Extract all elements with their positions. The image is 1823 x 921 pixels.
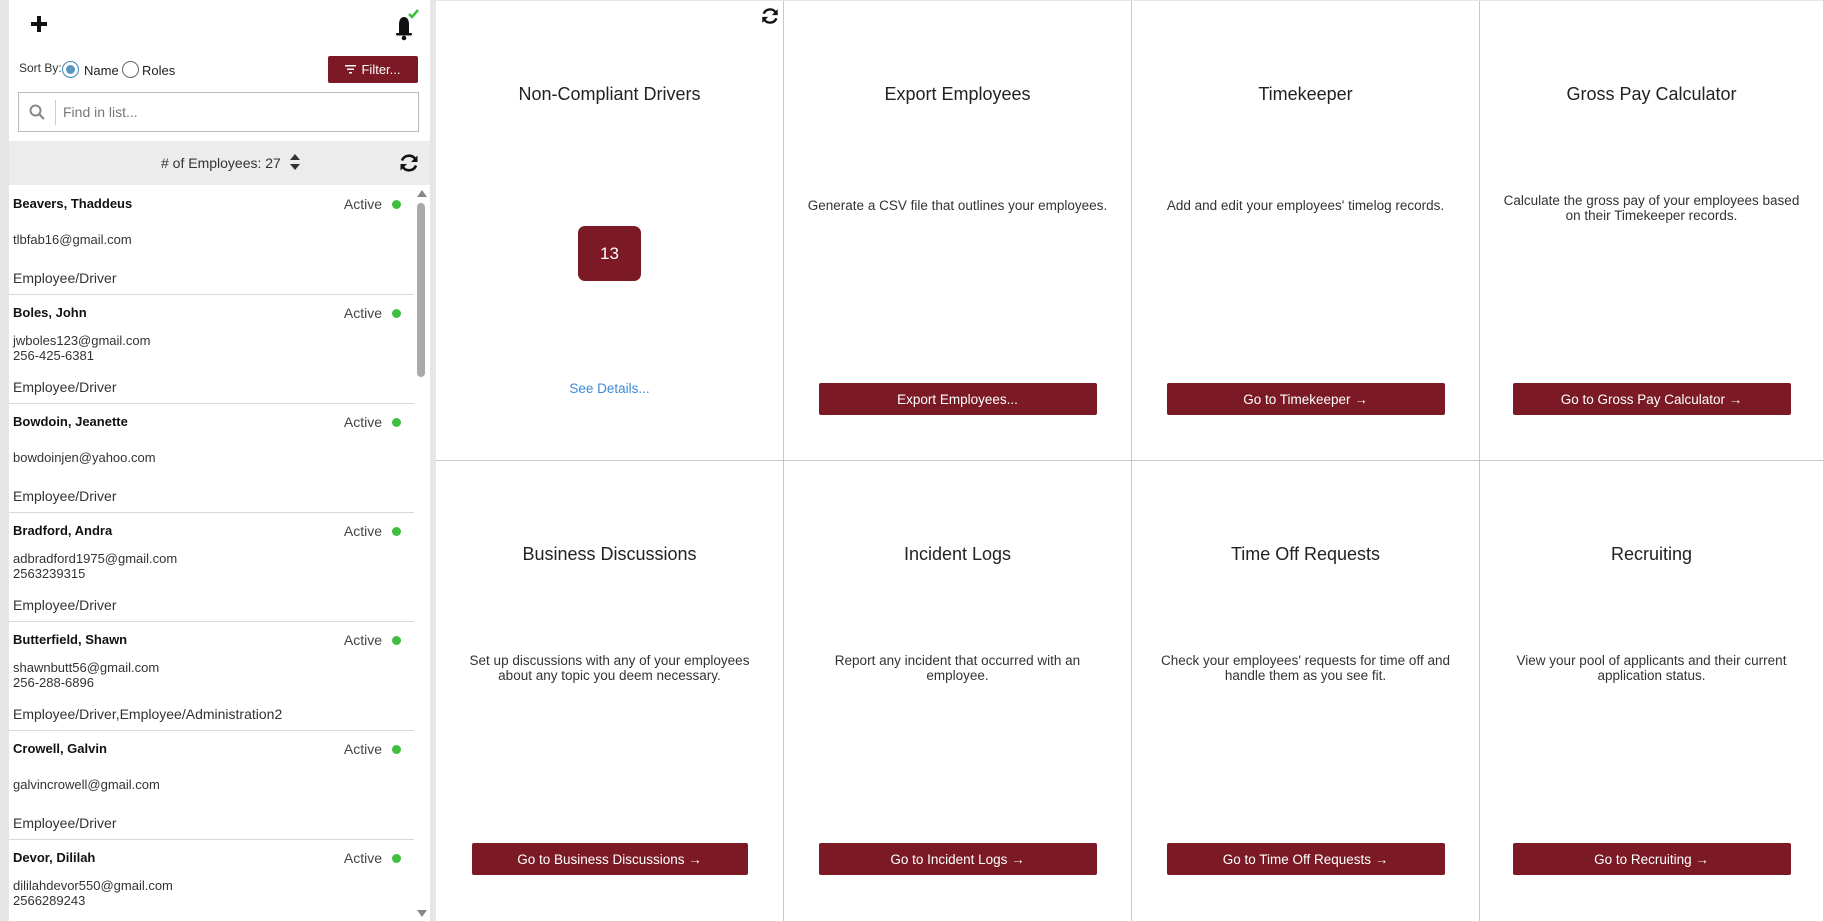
- employee-role: Employee/Driver: [13, 597, 117, 613]
- employee-name: Bradford, Andra: [13, 523, 113, 538]
- panel-time-off-requests: [1132, 461, 1480, 921]
- employee-sidebar: [9, 0, 430, 921]
- non-compliant-count-badge[interactable]: 13: [578, 226, 641, 281]
- dashboard-grid: [436, 1, 1823, 921]
- employee-row[interactable]: [9, 731, 414, 840]
- status-dot: [392, 309, 401, 318]
- search-icon: [29, 104, 45, 120]
- employee-count-bar: [9, 141, 430, 185]
- employee-status: Active: [343, 196, 382, 212]
- scroll-down-arrow[interactable]: [417, 910, 427, 917]
- add-employee-button[interactable]: [23, 8, 55, 40]
- sort-name-radio[interactable]: [62, 61, 79, 78]
- sort-arrows-icon[interactable]: [289, 152, 301, 172]
- panel-description: View your pool of applicants and their current application status.: [1516, 653, 1787, 683]
- plus-icon: [30, 15, 48, 33]
- status-dot: [392, 418, 401, 427]
- see-details-link[interactable]: See Details...: [569, 381, 650, 396]
- panel-description: Generate a CSV file that outlines your employees.: [807, 198, 1108, 213]
- employee-contact: galvincrowell@gmail.com: [13, 777, 160, 792]
- employee-name: Bowdoin, Jeanette: [13, 414, 128, 429]
- panel-description: Calculate the gross pay of your employees based on their Timekeeper records.: [1503, 193, 1800, 223]
- employee-role: Employee/Driver: [13, 270, 117, 286]
- filter-icon: [345, 65, 356, 74]
- panel-title: Timekeeper: [1258, 84, 1353, 104]
- panel-non-compliant-drivers: [436, 1, 784, 461]
- panel-timekeeper: [1132, 1, 1480, 461]
- status-dot: [392, 854, 401, 863]
- sort-roles-label: Roles: [142, 63, 176, 78]
- panel-title: Export Employees: [884, 84, 1031, 104]
- employee-name: Beavers, Thaddeus: [13, 196, 133, 211]
- business-discussions-button[interactable]: Go to Business Discussions →: [472, 843, 748, 875]
- status-dot: [392, 636, 401, 645]
- gross-pay-calculator-button[interactable]: Go to Gross Pay Calculator →: [1513, 383, 1791, 415]
- employee-status: Active: [343, 741, 382, 757]
- employee-row[interactable]: [9, 622, 414, 731]
- panel-description: Check your employees' requests for time off and handle them as you see fit.: [1161, 653, 1450, 683]
- list-scrollbar[interactable]: [414, 186, 428, 921]
- employee-row[interactable]: [9, 840, 414, 921]
- employee-contact: shawnbutt56@gmail.com 256-288-6896: [13, 660, 160, 690]
- panel-title: Gross Pay Calculator: [1566, 84, 1737, 104]
- scroll-up-arrow[interactable]: [417, 190, 427, 197]
- employee-status: Active: [343, 305, 382, 321]
- search-box: [18, 92, 419, 132]
- search-input[interactable]: [63, 99, 403, 125]
- status-dot: [392, 527, 401, 536]
- filter-label: Filter...: [361, 62, 401, 77]
- time-off-requests-button[interactable]: Go to Time Off Requests →: [1167, 843, 1445, 875]
- sort-by-label: Sort By:: [19, 61, 62, 75]
- export-employees-button[interactable]: Export Employees...: [819, 383, 1097, 415]
- panel-description: Add and edit your employees' timelog records.: [1166, 198, 1445, 213]
- employee-contact: adbradford1975@gmail.com 2563239315: [13, 551, 178, 581]
- employee-row[interactable]: [9, 404, 414, 513]
- timekeeper-button[interactable]: Go to Timekeeper →: [1167, 383, 1445, 415]
- sort-roles-radio[interactable]: [122, 61, 139, 78]
- employee-row[interactable]: [9, 513, 414, 622]
- panel-title: Non-Compliant Drivers: [518, 84, 701, 104]
- panel-business-discussions: [436, 461, 784, 921]
- panel-export-employees: [784, 1, 1132, 461]
- notifications-button[interactable]: [387, 8, 421, 42]
- employee-list: [9, 186, 414, 921]
- status-dot: [392, 745, 401, 754]
- recruiting-button[interactable]: Go to Recruiting →: [1513, 843, 1791, 875]
- employee-role: Employee/Driver,Employee/Administration2: [13, 706, 283, 722]
- employee-contact: dililahdevor550@gmail.com 2566289243: [13, 878, 173, 908]
- status-dot: [392, 200, 401, 209]
- employee-status: Active: [343, 850, 382, 866]
- employee-role: Employee/Driver: [13, 379, 117, 395]
- panel-title: Recruiting: [1610, 544, 1693, 564]
- search-divider: [55, 100, 56, 125]
- employee-row[interactable]: [9, 295, 414, 404]
- employee-role: Employee/Driver: [13, 815, 117, 831]
- employee-status: Active: [343, 632, 382, 648]
- incident-logs-button[interactable]: Go to Incident Logs →: [819, 843, 1097, 875]
- panel-gross-pay-calculator: [1480, 1, 1823, 461]
- sort-name-label: Name: [84, 63, 119, 78]
- employee-name: Butterfield, Shawn: [13, 632, 128, 647]
- employee-role: Employee/Driver: [13, 488, 117, 504]
- employee-name: Crowell, Galvin: [13, 741, 107, 756]
- employee-name: Boles, John: [13, 305, 87, 320]
- refresh-list-icon[interactable]: [398, 152, 420, 174]
- panel-description: Report any incident that occurred with an employee.: [834, 653, 1081, 683]
- employee-contact: bowdoinjen@yahoo.com: [13, 450, 156, 465]
- panel-recruiting: [1480, 461, 1823, 921]
- employee-name: Devor, Dililah: [13, 850, 96, 865]
- bell-icon: [387, 8, 421, 42]
- panel-title: Business Discussions: [522, 544, 697, 564]
- panel-description: Set up discussions with any of your employees about any topic you deem necessary.: [469, 653, 750, 683]
- panel-title: Time Off Requests: [1230, 544, 1381, 564]
- scroll-thumb[interactable]: [417, 203, 425, 377]
- employee-count: # of Employees: 27: [161, 155, 281, 171]
- panel-title: Incident Logs: [903, 544, 1012, 564]
- filter-button[interactable]: [328, 56, 418, 83]
- employee-status: Active: [343, 414, 382, 430]
- refresh-icon[interactable]: [760, 6, 780, 26]
- employee-contact: tlbfab16@gmail.com: [13, 232, 132, 247]
- employee-row[interactable]: [9, 186, 414, 295]
- employee-status: Active: [343, 523, 382, 539]
- employee-contact: jwboles123@gmail.com 256-425-6381: [13, 333, 151, 363]
- panel-incident-logs: [784, 461, 1132, 921]
